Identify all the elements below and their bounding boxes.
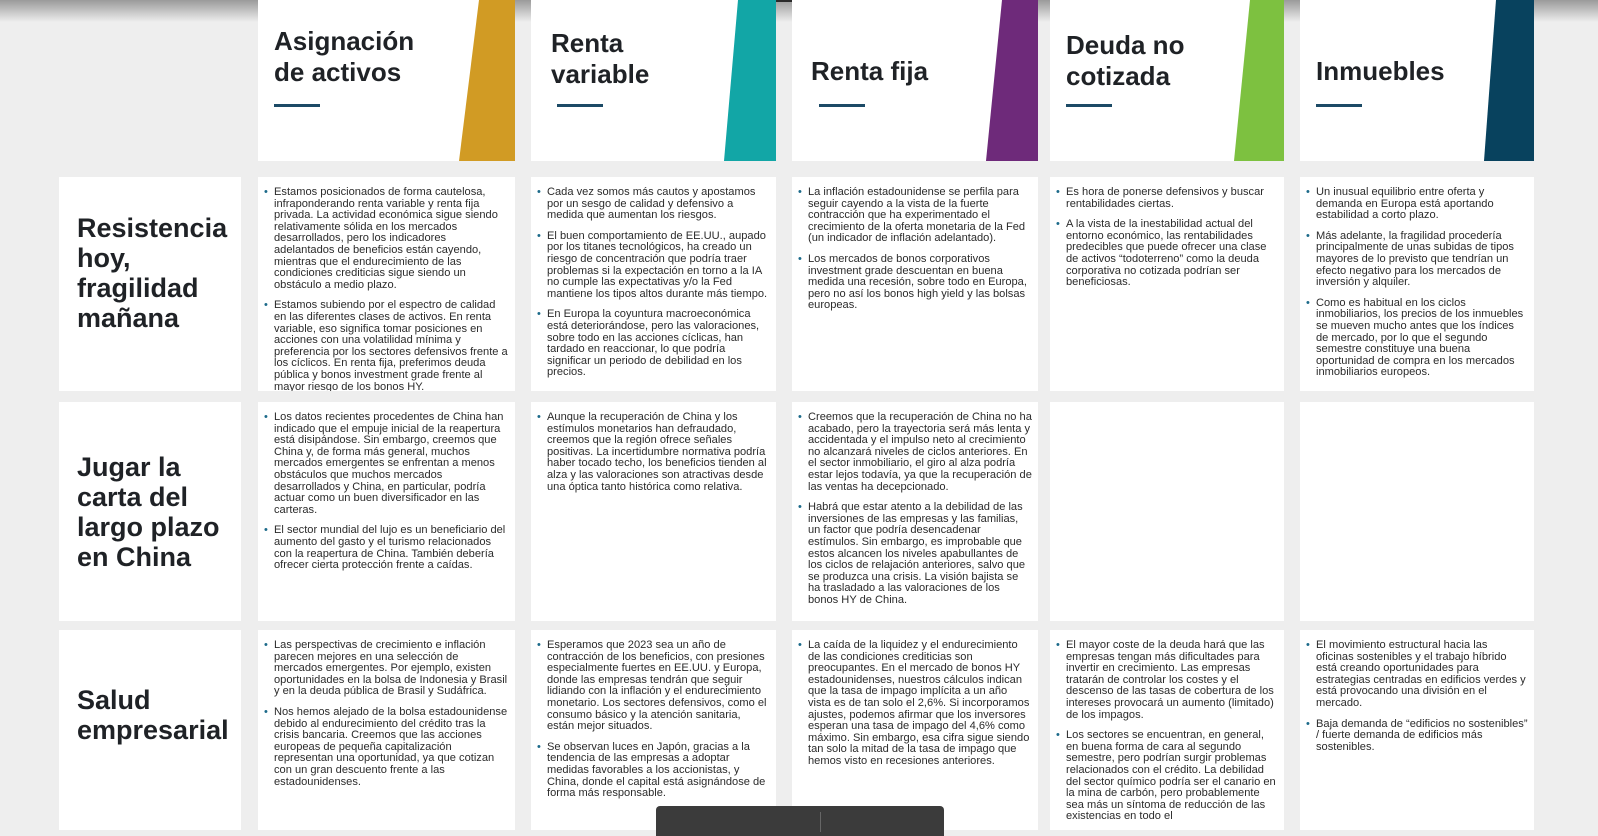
- column-title: Inmuebles: [1316, 56, 1445, 86]
- bullet-item: • El sector mundial del lujo es un beneficiario del aumento del gasto y el turismo relacionados con la reapertura de China. También debería ofrecer cierta protección frente a caídas.: [264, 525, 509, 571]
- column-header-inmuebles: [1300, 0, 1534, 161]
- row-header-resistencia: [59, 177, 241, 391]
- bottom-toolbar[interactable]: [656, 806, 944, 836]
- accent-stripe: [986, 0, 1038, 161]
- content-cell: [258, 177, 515, 391]
- content-cell: [1050, 402, 1284, 621]
- column-title: Renta variable: [551, 28, 650, 89]
- bullet-item: • Se observan luces en Japón, gracias a la tendencia de las empresas a adoptar medidas favorables a los accionistas, y China, donde el capital está asignándose de forma más responsable.: [537, 742, 770, 800]
- bullet-item: • Un inusual equilibrio entre oferta y demanda en Europa está aportando estabilidad a corto plazo.: [1306, 187, 1528, 222]
- accent-stripe: [459, 0, 515, 161]
- header-underline: [1066, 104, 1112, 107]
- content-cell: [792, 177, 1038, 391]
- content-cell: [1050, 630, 1284, 830]
- toolbar-divider: [820, 812, 821, 832]
- content-cell: [258, 402, 515, 621]
- bullet-item: • A la vista de la inestabilidad actual del entorno económico, las rentabilidades predecibles que puede ofrecer una clase de activos “todoterreno” como la deuda corporativa no cotizada podrían ser beneficiosas.: [1056, 219, 1278, 289]
- column-header-renta-variable: [531, 0, 776, 161]
- bullet-list: [537, 640, 770, 800]
- bullet-item: • Los datos recientes procedentes de China han indicado que el empuje inicial de la reapertura está disipándose. Sin embargo, creemos que China y, de forma más general, muchos mercados emergentes se enfrentan a menos obstáculos que muchos mercados desarrollados y China, en particular, podría actuar como un buen diversificador en las carteras.: [264, 412, 509, 516]
- content-cell: [792, 630, 1038, 830]
- bullet-item: • Cada vez somos más cautos y apostamos por un sesgo de calidad y defensivo a medida que aumentan los riesgos.: [537, 187, 770, 222]
- bullet-item: • Más adelante, la fragilidad procedería principalmente de unas subidas de tipos mayores de lo previsto que tendrían un efecto negativo para los mercados de inversión y alquiler.: [1306, 231, 1528, 289]
- bullet-list: [537, 187, 770, 379]
- content-cell: [1300, 177, 1534, 391]
- bullet-list: [1056, 640, 1278, 823]
- row-title: Resistencia hoy, fragilidad mañana: [77, 213, 228, 333]
- column-header-asignacion: [258, 0, 515, 161]
- bullet-list: [537, 412, 770, 493]
- bullet-item: • El mayor coste de la deuda hará que las empresas tengan más dificultades para invertir en crecimiento. Las empresas tratarán de controlar los costes y el descenso de las tasas de cobertura de los intereses provocará un aumento (limitado) de los impagos.: [1056, 640, 1278, 721]
- bullet-list: [1056, 187, 1278, 289]
- bullet-item: • Estamos posicionados de forma cautelosa, infraponderando renta variable y renta fija privada. La actividad económica sigue siendo relativamente sólida en los mercados desarrollados, pero los indicadores adelantados de beneficios están cayendo, mientras que el endurecimiento de las condiciones crediticias sigue siendo un obstáculo a medio plazo.: [264, 187, 509, 291]
- header-underline: [557, 104, 603, 107]
- column-title: Deuda no cotizada: [1066, 30, 1185, 91]
- accent-stripe: [1234, 0, 1284, 161]
- bullet-item: • El buen comportamiento de EE.UU., aupado por los titanes tecnológicos, ha creado un riesgo de concentración que podría traer problemas si la expectación en torno a la IA no cumple las expectativas y/o la Fed mantiene los tipos altos durante más tiempo.: [537, 231, 770, 301]
- bullet-item: • Los mercados de bonos corporativos investment grade descuentan en buena medida una recesión, sobre todo en Europa, pero no así los bonos high yield y las bolsas europeas.: [798, 254, 1032, 312]
- bullet-item: • Es hora de ponerse defensivos y buscar rentabilidades ciertas.: [1056, 187, 1278, 210]
- content-cell: [1300, 402, 1534, 621]
- content-cell: [531, 630, 776, 830]
- content-cell: [531, 177, 776, 391]
- header-underline: [1316, 104, 1362, 107]
- accent-stripe: [724, 0, 776, 161]
- header-underline: [819, 104, 865, 107]
- content-cell: [1050, 177, 1284, 391]
- row-title: Jugar la carta del largo plazo en China: [77, 452, 220, 572]
- content-cell: [1300, 630, 1534, 830]
- bullet-item: • Creemos que la recuperación de China no ha acabado, pero la trayectoria será más lenta y accidentada y el impulso neto al crecimiento no alcanzará niveles de ciclos anteriores. En el sector inmobiliario, el giro al alza podría estar lejos todavía, ya que la recuperación de las ventas ha decepcionado.: [798, 412, 1032, 493]
- bullet-item: • La inflación estadounidense se perfila para seguir cayendo a la vista de la fuerte contracción que ha experimentado el crecimiento de la oferta monetaria de la Fed (un indicador de inflación adelantado).: [798, 187, 1032, 245]
- header-underline: [274, 104, 320, 107]
- accent-stripe: [1484, 0, 1534, 161]
- bullet-item: • El movimiento estructural hacia las oficinas sostenibles y el trabajo híbrido está creando oportunidades para estrategias centradas en edificios verdes y está provocando una división en el mercado.: [1306, 640, 1528, 710]
- bullet-item: • Aunque la recuperación de China y los estímulos monetarios han defraudado, creemos que la región ofrece señales positivas. La incertidumbre normativa podría haber tocado techo, los beneficios tienden al alza y las valoraciones son atractivas desde una óptica tanto histórica como relativa.: [537, 412, 770, 493]
- row-header-china: [59, 402, 241, 621]
- bullet-list: [798, 412, 1032, 607]
- column-header-renta-fija: [792, 0, 1038, 161]
- bullet-item: • Como es habitual en los ciclos inmobiliarios, los precios de los inmuebles se mueven mucho antes que los índices de mercado, por lo que el segundo semestre constituye una buena oportunidad de compra en los mercados inmobiliarios europeos.: [1306, 298, 1528, 379]
- column-title: Asignación de activos: [274, 26, 415, 87]
- bullet-list: [1306, 187, 1528, 379]
- column-header-deuda-no-cotizada: [1050, 0, 1284, 161]
- bullet-item: • La caída de la liquidez y el endurecimiento de las condiciones crediticias son preocupantes. En el mercado de bonos HY estadounidenses, nuestros cálculos indican que la tasa de impago implícita a un año vista es de tan solo el 2,6%. Si incorporamos ajustes, podemos afirmar que los inversores esperan una tasa de impago del 4,6% como máximo. Sin embargo, esa cifra sigue siendo tan solo la mitad de la tasa de impago que hemos visto en recesiones anteriores.: [798, 640, 1032, 768]
- content-cell: [531, 402, 776, 621]
- bullet-item: • Habrá que estar atento a la debilidad de las inversiones de las empresas y las familias, un factor que podría desencadenar estímulos. Sin embargo, es improbable que estos alcancen los niveles apabullantes de los ciclos de relajación anteriores, salvo que se produzca una crisis. La visión bajista se ha trasladado a las valoraciones de los bonos HY de China.: [798, 502, 1032, 606]
- content-cell: [792, 402, 1038, 621]
- content-cell: [258, 630, 515, 830]
- row-header-salud: [59, 630, 241, 830]
- bullet-list: [1306, 640, 1528, 753]
- bullet-item: • Las perspectivas de crecimiento e inflación parecen mejores en una selección de mercados emergentes. Por ejemplo, existen oportunidades en la bolsa de Indonesia y Brasil y en la deuda pública de Brasil y Sudáfrica.: [264, 640, 509, 698]
- bullet-list: [798, 640, 1032, 768]
- bullet-item: • En Europa la coyuntura macroeconómica está deteriorándose, pero las valoraciones, sobre todo en las acciones cíclicas, han tardado en reaccionar, lo que podría significar un periodo de debilidad en los precios.: [537, 309, 770, 379]
- bullet-list: [264, 412, 509, 572]
- bullet-list: [264, 640, 509, 788]
- row-title: Salud empresarial: [77, 685, 229, 745]
- column-title: Renta fija: [811, 56, 929, 86]
- bullet-item: • Nos hemos alejado de la bolsa estadounidense debido al endurecimiento del crédito tras la crisis bancaria. Creemos que las acciones europeas de pequeña capitalización representan una oportunidad, ya que cotizan con un gran descuento frente a las estadounidenses.: [264, 707, 509, 788]
- bullet-list: [264, 187, 509, 391]
- bullet-list: [798, 187, 1032, 312]
- bullet-item: • Estamos subiendo por el espectro de calidad en las diferentes clases de activos. En renta variable, eso significa tomar posiciones en acciones con una volatilidad mínima y preferencia por los sectores defensivos frente a los cíclicos. En renta fija, preferimos deuda pública y bonos investment grade frente al mayor riesgo de los bonos HY.: [264, 300, 509, 391]
- bullet-item: • Los sectores se encuentran, en general, en buena forma de cara al segundo semestre, pero podrían surgir problemas relacionados con el crédito. La debilidad del sector químico podría ser el canario en la mina de carbón, pero probablemente sea más un síntoma de reducción de las existencias en todo el: [1056, 730, 1278, 823]
- bullet-item: • Esperamos que 2023 sea un año de contracción de los beneficios, con presiones especialmente fuertes en EE.UU. y Europa, donde las empresas tendrán que seguir lidiando con la inflación y el endurecimiento monetario. Los sectores defensivos, como el consumo básico y la atención sanitaria, están mejor situados.: [537, 640, 770, 733]
- bullet-item: • Baja demanda de “edificios no sostenibles” / fuerte demanda de edificios más sostenibles.: [1306, 719, 1528, 754]
